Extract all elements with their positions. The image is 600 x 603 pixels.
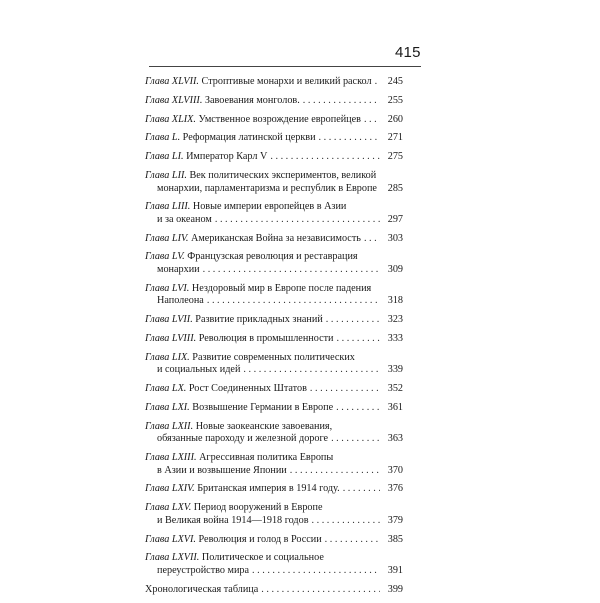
dot-leader — [203, 264, 380, 277]
chapter-title: Агрессивная политика Европы — [199, 452, 333, 463]
chapter-title: и социальных идей — [157, 364, 240, 375]
toc-line — [145, 502, 403, 515]
chapter-title: и за океаном — [157, 214, 212, 225]
toc-line-text — [145, 132, 316, 145]
entry-page-number: 370 — [383, 465, 403, 478]
toc-line — [145, 201, 403, 214]
table-of-contents — [145, 76, 403, 603]
toc-line — [145, 233, 403, 246]
toc-line-text — [145, 421, 332, 434]
chapter-label: Глава LV. — [145, 251, 185, 262]
chapter-title: Возвышение Германии в Европе — [192, 402, 333, 413]
chapter-title: Период вооружений в Европе — [194, 502, 323, 513]
entry-page-number: 255 — [383, 95, 403, 108]
dot-leader — [312, 515, 380, 528]
toc-entry — [145, 132, 403, 145]
toc-line — [145, 295, 403, 308]
header-rule — [149, 66, 421, 67]
toc-line-text — [145, 76, 372, 89]
toc-line-text — [145, 95, 300, 108]
chapter-title: и Великая война 1914—1918 годов — [157, 515, 309, 526]
chapter-label: Глава LXIV. — [145, 483, 195, 494]
chapter-title: Революция и голод в России — [199, 534, 322, 545]
chapter-title: переустройство мира — [157, 565, 249, 576]
dot-leader — [270, 151, 380, 164]
toc-line — [145, 352, 403, 365]
toc-line — [145, 170, 403, 183]
entry-page-number: 361 — [383, 402, 403, 415]
toc-line — [145, 76, 403, 89]
chapter-label: Глава LII. — [145, 170, 187, 181]
toc-line — [145, 314, 403, 327]
toc-line-text — [145, 584, 258, 597]
toc-entry — [145, 283, 403, 308]
dot-leader — [261, 584, 380, 597]
toc-line — [145, 515, 403, 528]
chapter-title: Американская Война за независимость — [191, 233, 361, 244]
chapter-title: обязанные пароходу и железной дороге — [157, 433, 328, 444]
toc-entry — [145, 170, 403, 195]
chapter-title: Реформация латинской церкви — [183, 132, 316, 143]
toc-entry — [145, 314, 403, 327]
chapter-title: Политическое и социальное — [202, 552, 324, 563]
toc-entry — [145, 502, 403, 527]
chapter-label: Глава XLVIII. — [145, 95, 202, 106]
chapter-title: Новые заокеанские завоевания, — [196, 421, 332, 432]
toc-line — [145, 114, 403, 127]
toc-line — [145, 95, 403, 108]
chapter-title: Наполеона — [157, 295, 204, 306]
chapter-title: Революция в промышленности — [199, 333, 334, 344]
entry-page-number: 391 — [383, 565, 403, 578]
toc-line — [145, 364, 403, 377]
entry-page-number: 318 — [383, 295, 403, 308]
entry-page-number: 271 — [383, 132, 403, 145]
toc-entry — [145, 452, 403, 477]
chapter-label: Глава LI. — [145, 151, 184, 162]
toc-entry — [145, 534, 403, 547]
dot-leader — [325, 534, 380, 547]
chapter-label: Глава LXI. — [145, 402, 190, 413]
toc-line-text — [145, 251, 358, 264]
entry-page-number: 363 — [383, 433, 403, 446]
dot-leader — [243, 364, 380, 377]
toc-line-text — [145, 233, 361, 246]
toc-entry — [145, 421, 403, 446]
entry-page-number: 333 — [383, 333, 403, 346]
entry-page-number: 323 — [383, 314, 403, 327]
chapter-label: Глава LXVII. — [145, 552, 199, 563]
entry-page-number: 376 — [383, 483, 403, 496]
entry-page-number: 245 — [383, 76, 403, 89]
chapter-label: Глава LIII. — [145, 201, 190, 212]
chapter-title: Развитие современных политических — [192, 352, 355, 363]
toc-line — [145, 483, 403, 496]
chapter-title: Хронологическая таблица — [145, 584, 258, 595]
toc-line — [145, 433, 403, 446]
toc-line — [145, 452, 403, 465]
dot-leader — [337, 333, 381, 346]
toc-line-text — [145, 114, 361, 127]
toc-line — [145, 465, 403, 478]
entry-page-number: 260 — [383, 114, 403, 127]
toc-line — [145, 534, 403, 547]
chapter-label: Глава LX. — [145, 383, 186, 394]
entry-page-number: 275 — [383, 151, 403, 164]
dot-leader — [331, 433, 380, 446]
toc-line-text — [145, 483, 340, 496]
dot-leader — [336, 402, 380, 415]
chapter-title: Нездоровый мир в Европе после падения — [192, 283, 371, 294]
dot-leader — [252, 565, 380, 578]
toc-line-text — [157, 214, 212, 227]
chapter-title: Развитие прикладных знаний — [195, 314, 322, 325]
dot-leader — [207, 295, 380, 308]
chapter-title: Новые империи европейцев в Азии — [193, 201, 347, 212]
chapter-title: Рост Соединенных Штатов — [189, 383, 307, 394]
dot-leader — [310, 383, 380, 396]
chapter-title: Век политических экспериментов, великой — [189, 170, 376, 181]
toc-line-text — [145, 534, 322, 547]
toc-line — [145, 421, 403, 434]
dot-leader — [364, 114, 380, 127]
toc-entry — [145, 114, 403, 127]
toc-line-text — [157, 433, 328, 446]
toc-entry — [145, 95, 403, 108]
toc-entry — [145, 201, 403, 226]
dot-leader — [215, 214, 380, 227]
chapter-title: Французская революция и реставрация — [187, 251, 357, 262]
chapter-title: монархии, парламентаризма и республик в Европе — [157, 183, 377, 194]
entry-page-number: 339 — [383, 364, 403, 377]
entry-page-number: 309 — [383, 264, 403, 277]
toc-line-text — [145, 151, 267, 164]
chapter-label: Глава LXIII. — [145, 452, 197, 463]
chapter-title: Умственное возрождение европейцев — [199, 114, 361, 125]
chapter-title: монархии — [157, 264, 200, 275]
chapter-label: Глава XLVII. — [145, 76, 199, 87]
chapter-label: Глава LVIII. — [145, 333, 196, 344]
toc-entry — [145, 233, 403, 246]
entry-page-number: 379 — [383, 515, 403, 528]
toc-line — [145, 584, 403, 597]
toc-entry — [145, 552, 403, 577]
toc-entry — [145, 383, 403, 396]
toc-line-text — [145, 552, 324, 565]
entry-page-number: 399 — [383, 584, 403, 597]
toc-line-text — [145, 352, 355, 365]
chapter-label: Глава L. — [145, 132, 180, 143]
chapter-title: Строптивые монархи и великий раскол — [202, 76, 372, 87]
toc-line — [145, 565, 403, 578]
dot-leader — [326, 314, 380, 327]
entry-page-number: 385 — [383, 534, 403, 547]
dot-leader — [303, 95, 380, 108]
chapter-label: Глава LXII. — [145, 421, 193, 432]
entry-page-number: 352 — [383, 383, 403, 396]
toc-line — [145, 552, 403, 565]
chapter-label: Глава LIV. — [145, 233, 188, 244]
toc-line — [145, 383, 403, 396]
dot-leader — [290, 465, 380, 478]
toc-line-text — [145, 283, 371, 296]
dot-leader — [375, 76, 380, 89]
chapter-title: в Азии и возвышение Японии — [157, 465, 287, 476]
toc-entry — [145, 402, 403, 415]
toc-line — [145, 183, 403, 196]
chapter-label: Глава LXVI. — [145, 534, 196, 545]
toc-line — [145, 132, 403, 145]
toc-line-text — [157, 183, 377, 196]
toc-entry — [145, 352, 403, 377]
toc-line-text — [145, 383, 307, 396]
toc-entry — [145, 76, 403, 89]
toc-line — [145, 251, 403, 264]
toc-line-text — [145, 201, 346, 214]
entry-page-number: 285 — [383, 183, 403, 196]
dot-leader — [364, 233, 380, 246]
toc-line — [145, 283, 403, 296]
toc-line-text — [157, 515, 309, 528]
toc-line-text — [145, 333, 334, 346]
entry-page-number: 303 — [383, 233, 403, 246]
toc-line-text — [145, 502, 322, 515]
chapter-title: Император Карл V — [186, 151, 267, 162]
toc-line-text — [145, 314, 323, 327]
toc-line-text — [145, 170, 376, 183]
chapter-title: Британская империя в 1914 году. — [197, 483, 339, 494]
toc-line-text — [157, 295, 204, 308]
chapter-label: Глава LVII. — [145, 314, 193, 325]
toc-line-text — [157, 565, 249, 578]
chapter-title: Завоевания монголов. — [205, 95, 300, 106]
entry-page-number: 297 — [383, 214, 403, 227]
chapter-label: Глава LVI. — [145, 283, 189, 294]
toc-line — [145, 214, 403, 227]
toc-line — [145, 333, 403, 346]
toc-entry — [145, 483, 403, 496]
toc-line-text — [145, 452, 333, 465]
chapter-label: Глава LIX. — [145, 352, 190, 363]
toc-entry — [145, 584, 403, 597]
toc-line — [145, 151, 403, 164]
toc-line — [145, 402, 403, 415]
toc-entry — [145, 333, 403, 346]
toc-line-text — [157, 264, 200, 277]
dot-leader — [343, 483, 380, 496]
toc-line-text — [157, 465, 287, 478]
page-number: 415 — [395, 44, 421, 61]
chapter-label: Глава LXV. — [145, 502, 191, 513]
toc-line-text — [157, 364, 240, 377]
toc-line — [145, 264, 403, 277]
toc-entry — [145, 151, 403, 164]
chapter-label: Глава XLIX. — [145, 114, 196, 125]
toc-entry — [145, 251, 403, 276]
toc-line-text — [145, 402, 333, 415]
dot-leader — [319, 132, 380, 145]
